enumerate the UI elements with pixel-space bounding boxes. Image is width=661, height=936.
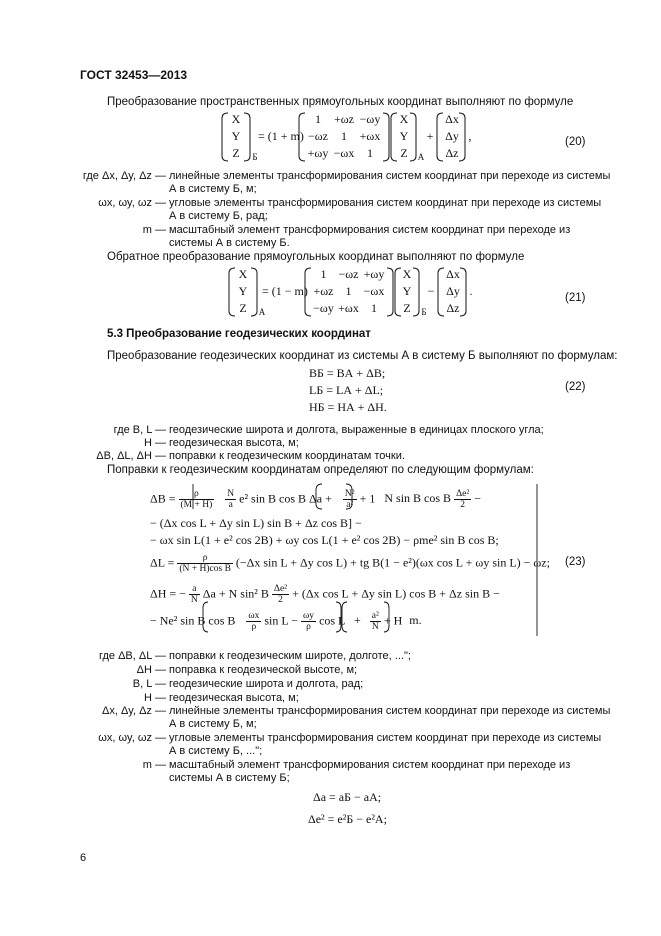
eq23-line2: − (Δx cos L + Δy sin L) sin B + Δz cos B] − [150,516,362,530]
def-desc: поправки к геодезическим широте, долготе, ..."; [169,650,411,662]
eq23-l6b: sin L − [264,613,299,628]
eq23-l1e: − [474,491,482,506]
eq20-matrix-cell: +ωx [359,129,381,143]
eq23-frac [370,611,381,632]
def-term: где B, L — [113,424,166,436]
eq21-matrix-cell: 1 [371,301,377,315]
eq23-frac [301,611,316,632]
eq21-lhs: Z [239,301,247,315]
eq23-l6c: cos L [319,613,345,628]
inverse-paragraph: Обратное преобразование прямоугольных координат выполняют по формуле [107,251,525,263]
eq23-den: N [190,595,198,605]
eq23-frac [272,584,289,605]
eq20-lhs-sub: Б [252,152,258,162]
eq20-lhs: Y [231,129,241,143]
def-desc: поправка к геодезической высоте, м; [169,664,358,676]
eq23-line1 [150,489,481,510]
eq20-matrix-cell: 1 [367,146,373,160]
equation-number-20: (20) [565,136,586,148]
eq21-rhs-sub: Б [421,307,427,317]
def-term: ωx, ωy, ωz — [98,197,166,209]
section-heading: 5.3 Преобразование геодезических координат [107,328,371,340]
def-term: ΔH — [136,664,166,676]
eq21-minus: − [427,284,435,298]
eq21-shift: Δz [446,301,460,315]
eq23-l1a: ΔB = [150,491,176,506]
def-term: Δx, Δy, Δz — [101,705,166,717]
eq23-num: ρ [177,553,233,564]
eq23-l1c: + 1 [359,491,376,506]
eq21-rhs: Z [403,301,411,315]
eq23-line4 [150,553,550,574]
eq23-den: ρ [251,622,257,632]
eq20-rhs: Z [400,146,408,160]
eq23-den: a² [346,500,354,510]
eq23-l4b: (−Δx sin L + Δy cos L) + tg B(1 − e²)(ωx cos L + ωy sin L) − ωz; [235,555,550,570]
eq23-den: (N + H)cos B [179,564,231,574]
def-desc: масштабный элемент трансформирования систем координат при переходе из системы А в систему Б. [169,224,571,249]
geodetic-paragraph: Преобразование геодезических координат из системы А в систему Б выполняют по формулам: [107,350,618,362]
eq20-matrix-cell: 1 [315,112,321,126]
eq23-line3: − ωx sin L(1 + e² cos 2B) + ωy cos L(1 + e² cos 2B) − ρme² sin B cos B; [150,533,499,547]
eq20-matrix-cell: 1 [341,129,347,143]
eq21-lhs: X [238,267,248,281]
eq20-matrix-cell: −ωy [359,112,381,126]
equation-number-22: (22) [565,381,586,393]
def-term: ΔB, ΔL, ΔH — [96,450,166,462]
delta-e2-formula: Δe² = e²Б − e²А; [308,812,387,826]
eq23-l1b: e² sin B cos B Δa + [239,491,332,506]
eq23-num: Δe² [273,584,288,594]
eq23-frac [454,489,471,510]
corrections-paragraph: Поправки к геодезическим координатам определяют по следующим формулам: [107,464,534,476]
eq23-l1d: N sin B cos B [384,491,452,506]
eq21-matrix-cell: +ωx [338,301,359,315]
def-desc: линейные элементы трансформирования систем координат при переходе из системы А в систему Б, м; [169,705,611,730]
eq22-line: BБ = BА + ΔB; [309,366,386,380]
def-desc: геодезические широта и долгота, рад; [169,678,364,690]
eq23-frac [179,489,215,510]
def-term: H — [144,437,166,449]
eq23-den: N [371,622,379,632]
equation-number-23: (23) [565,556,586,568]
eq21-shift: Δy [446,284,460,298]
eq23-l6a: − Ne² sin B cos B [150,613,236,628]
eq21-end: . [469,284,473,298]
eq23-num: N [227,489,235,499]
eq22-line: HБ = HА + ΔH. [309,400,387,414]
eq23-num: ωx [248,611,260,621]
eq21-scale: = (1 − m) [262,284,308,298]
eq23-frac [225,489,236,510]
eq20-shift: Δz [445,146,459,160]
eq23-l6d: + [353,613,361,628]
equation-number-21: (21) [565,292,586,304]
eq23-den: (M + H) [180,500,213,510]
eq23-l5a: ΔH = − [150,586,186,601]
eq23-l6f: m. [409,613,422,628]
def-desc: поправки к геодезическим координатам точки. [169,450,405,462]
eq23-num: Δe² [456,489,470,499]
eq21-shift: Δx [446,267,460,281]
eq23-line5 [150,584,500,605]
eq20-shift: Δx [445,112,459,126]
eq23-num: N² [344,489,355,499]
eq23-den: 2 [278,595,283,605]
def-term: m — [142,759,166,771]
eq22-line: LБ = LА + ΔL; [309,383,384,397]
def-desc: геодезическая высота, м; [169,437,299,449]
def-term: m — [142,224,166,236]
def-desc: геодезическая высота, м; [169,692,299,704]
eq23-den: ρ [306,622,311,632]
eq20-scale: = (1 + m) [258,129,304,143]
eq20-matrix-cell: +ωz [334,112,354,126]
eq23-den: a [228,500,233,510]
eq23-frac [246,611,261,632]
eq23-num: a² [371,611,379,621]
eq23-l5b: Δa + N sin² B [202,586,269,601]
eq23-frac [343,489,357,510]
eq20-plus: + [426,129,434,143]
eq21-matrix-cell: +ωz [313,284,334,298]
eq21-lhs: Y [238,284,248,298]
eq23-den: 2 [460,500,466,510]
eq20-rhs-sub: А [417,152,425,162]
def-term: B, L — [132,678,166,690]
eq21-rhs: X [402,267,412,281]
eq21-lhs-sub: А [258,307,266,317]
def-desc: линейные элементы трансформирования систем координат при переходе из системы А в систему Б, м; [169,170,611,195]
eq21-rhs: Y [402,284,412,298]
def-term: H — [144,692,166,704]
eq20-end: , [468,129,472,143]
def-term: ωx, ωy, ωz — [98,732,166,744]
eq20-matrix-cell: −ωx [333,146,355,160]
eq23-num: ωy [303,611,315,621]
eq23-l5c: + (Δx cos L + Δy sin L) cos B + Δz sin B − [292,586,500,601]
eq20-lhs: Z [232,146,240,160]
page-number: 6 [80,852,87,864]
def-desc: угловые элементы трансформирования систем координат при переходе из системы А в систему Б, ..."; [169,732,602,757]
eq23-l6e: + H [383,613,403,628]
eq20-rhs: X [399,112,409,126]
delta-a-formula: Δa = aБ − aА; [313,790,382,804]
eq20-shift: Δy [445,129,459,143]
eq23-line6 [150,611,422,632]
intro-paragraph: Преобразование пространственных прямоугольных координат выполняют по формуле [107,96,574,108]
eq21-matrix-cell: −ωz [338,267,359,281]
document-header: ГОСТ 32453—2013 [80,68,188,82]
eq23-num: ρ [179,489,215,500]
eq23-l4a: ΔL = [150,555,175,570]
eq20-lhs: X [231,112,241,126]
eq20-matrix-cell: +ωy [307,146,329,160]
eq21-matrix-cell: −ωy [313,301,334,315]
def-desc: угловые элементы трансформирования систем координат при переходе из системы А в систему Б, рад; [169,197,602,222]
def-term: где ΔB, ΔL — [98,650,166,662]
eq23-num: a [189,584,200,595]
eq23-frac [189,584,200,605]
eq20-matrix-cell: −ωz [308,129,328,143]
def-desc: масштабный элемент трансформирования систем координат при переходе из системы А в систему Б; [169,759,571,784]
eq21-matrix-cell: +ωy [363,267,385,281]
def-term: где Δx, Δy, Δz — [82,170,166,182]
eq23-frac [177,553,233,574]
eq21-matrix-cell: 1 [320,267,327,281]
def-desc: геодезические широта и долгота, выраженные в единицах плоского угла; [169,424,544,436]
eq20-rhs: Y [399,129,409,143]
eq21-matrix-cell: 1 [345,284,352,298]
eq21-matrix-cell: −ωx [363,284,385,298]
